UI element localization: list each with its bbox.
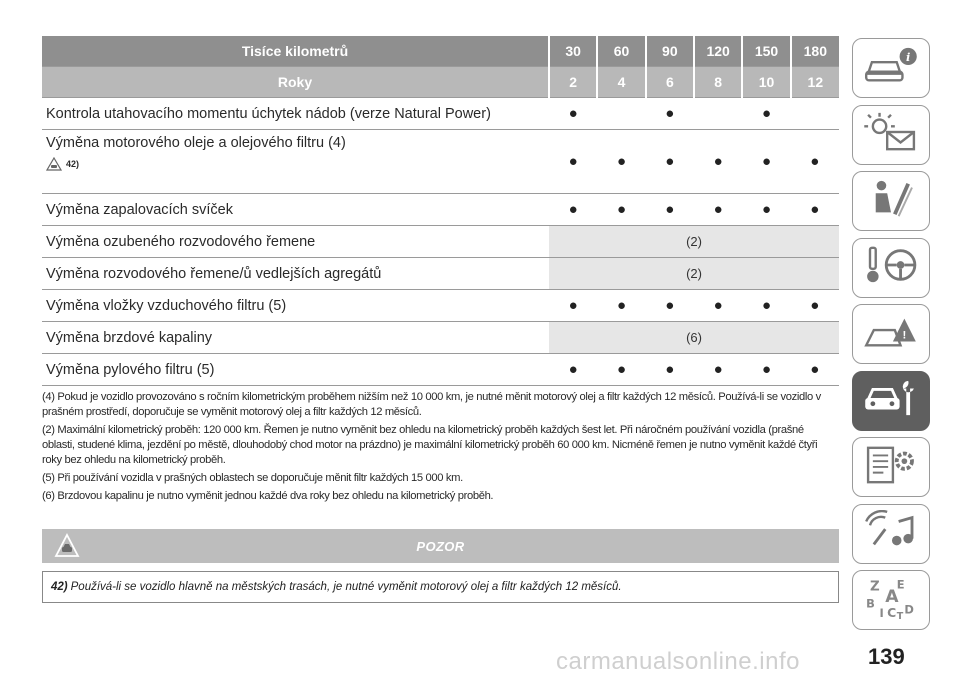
schedule-mark: ●	[694, 130, 742, 194]
schedule-mark: ●	[694, 290, 742, 322]
svg-text:A: A	[885, 586, 899, 607]
svg-text:Z: Z	[870, 578, 880, 594]
schedule-mark: ●	[742, 98, 790, 130]
chapter-tab-alphabet-index[interactable]	[852, 570, 930, 630]
row-label-cell	[42, 354, 549, 386]
schedule-mark: ●	[597, 354, 645, 386]
schedule-mark: ●	[549, 290, 597, 322]
footnotes	[42, 390, 839, 504]
header-row	[42, 36, 839, 67]
schedule-mark	[597, 98, 645, 130]
header-cell: 90	[646, 36, 694, 67]
page-number: 139	[868, 644, 905, 669]
row-label-cell	[42, 322, 549, 354]
svg-text:T: T	[896, 610, 904, 619]
header-cell: 6	[646, 67, 694, 98]
table-row	[42, 290, 839, 322]
row-label-cell	[42, 226, 549, 258]
row-note-cell: (6)	[549, 322, 839, 354]
header-row	[42, 67, 839, 98]
header-cell: 2	[549, 67, 597, 98]
schedule-mark: ●	[597, 290, 645, 322]
svg-text:i: i	[906, 49, 911, 64]
car-wrench-icon	[862, 377, 920, 424]
svg-text:C: C	[887, 604, 897, 619]
schedule-mark: ●	[549, 98, 597, 130]
warning-text: Používá-li se vozidlo hlavně na městských trasách, je nutné vyměnit motorový olej a filtr každých 12 měsíců.	[70, 581, 622, 593]
svg-text:!: !	[902, 329, 907, 342]
warning-car-icon	[46, 157, 62, 171]
key-steering-wheel-icon	[862, 244, 920, 291]
header-cell: 180	[791, 36, 839, 67]
schedule-mark: ●	[791, 130, 839, 194]
row-label-cell	[42, 290, 549, 322]
svg-text:E: E	[896, 576, 905, 591]
svg-text:B: B	[866, 596, 875, 611]
schedule-mark: ●	[646, 354, 694, 386]
chapter-tab-warning-lights-envelope[interactable]	[852, 105, 930, 165]
svg-text:D: D	[904, 601, 914, 616]
header-cell: 12	[791, 67, 839, 98]
chapter-tab-specs-gear[interactable]	[852, 437, 930, 497]
header-cell: 4	[597, 67, 645, 98]
row-label-cell	[42, 98, 549, 130]
row-reference	[46, 157, 549, 171]
row-label: Kontrola utahovacího momentu úchytek nádob (verze Natural Power)	[46, 105, 491, 122]
maintenance-schedule-table	[42, 36, 839, 386]
chapter-tab-car-wrench[interactable]	[852, 371, 930, 431]
car-emergency-icon	[862, 311, 920, 358]
alphabet-index-icon	[862, 577, 920, 624]
maintenance-sheet	[42, 36, 839, 603]
row-label: Výměna ozubeného rozvodového řemene	[46, 233, 316, 250]
warning-header	[42, 529, 839, 563]
schedule-mark: ●	[694, 194, 742, 226]
schedule-mark: ●	[646, 290, 694, 322]
watermark: carmanualsonline.info	[556, 648, 800, 675]
warning-title: POZOR	[416, 538, 465, 554]
row-label: Výměna zapalovacích svíček	[46, 201, 233, 218]
header-cell: 60	[597, 36, 645, 67]
table-row	[42, 354, 839, 386]
chapter-tab-seat-safety[interactable]	[852, 171, 930, 231]
footnote: (2) Maximální kilometrický proběh: 120 000 km. Řemen je nutno vyměnit bez ohledu na kilometrický proběh každých šest let. Při náročném používání vozidla (prašné oblasti, studené klima, jezdění po městě, dlouhodobý chod motor na prázdno) je maximální kilometrický proběh 60 000 km. Nicméně řemen je nutno vyměnit každé čtyři roky bez ohledu na kilometrický proběh.	[42, 424, 818, 466]
header-label: Tisíce kilometrů	[42, 36, 549, 67]
row-label: Výměna motorového oleje a olejového filtru (4)	[46, 135, 346, 151]
chapter-tab-car-info[interactable]	[852, 38, 930, 98]
warning-car-icon	[54, 533, 80, 559]
header-cell: 8	[694, 67, 742, 98]
schedule-mark: ●	[742, 194, 790, 226]
footnote: (4) Pokud je vozidlo provozováno s ročním kilometrickým proběhem nižším než 10 000 km, je nutné měnit motorový olej a filtr každých 12 měsíců. Používá-li se vozidlo v prašném prostředí, doporučuje se vyměnit motorový olej a filtr každých 12 měsíců.	[42, 391, 821, 418]
schedule-mark: ●	[791, 194, 839, 226]
row-label: Výměna pylového filtru (5)	[46, 361, 215, 378]
schedule-mark	[791, 98, 839, 130]
footnote: (5) Při používání vozidla v prašných oblastech se doporučuje měnit filtr každých 15 000 km.	[42, 472, 463, 484]
row-label: Výměna rozvodového řemene/ů vedlejších agregátů	[46, 265, 382, 282]
schedule-mark: ●	[791, 290, 839, 322]
warning-lights-envelope-icon	[862, 111, 920, 158]
car-info-icon	[862, 45, 920, 92]
schedule-mark: ●	[791, 354, 839, 386]
row-label-cell	[42, 194, 549, 226]
footnote: (6) Brzdovou kapalinu je nutno vyměnit jednou každé dva roky bez ohledu na kilometrický proběh.	[42, 490, 494, 502]
schedule-mark: ●	[742, 354, 790, 386]
svg-text:I: I	[879, 605, 884, 619]
table-row	[42, 194, 839, 226]
row-note-cell: (2)	[549, 226, 839, 258]
row-label: Výměna brzdové kapaliny	[46, 329, 213, 346]
schedule-mark: ●	[549, 354, 597, 386]
table-row	[42, 322, 839, 354]
row-note-cell: (2)	[549, 258, 839, 290]
chapter-tabs	[852, 38, 932, 637]
schedule-mark	[694, 98, 742, 130]
header-cell: 10	[742, 67, 790, 98]
schedule-mark: ●	[597, 194, 645, 226]
row-label-cell	[42, 258, 549, 290]
specs-gear-icon	[862, 444, 920, 491]
row-reference-number: 42)	[66, 159, 80, 169]
schedule-mark: ●	[694, 354, 742, 386]
schedule-mark: ●	[646, 194, 694, 226]
schedule-mark: ●	[646, 98, 694, 130]
warning-ref: 42)	[51, 581, 68, 593]
chapter-tab-car-emergency[interactable]	[852, 304, 930, 364]
row-label-cell	[42, 130, 549, 194]
schedule-mark: ●	[597, 130, 645, 194]
multimedia-icon	[862, 510, 920, 557]
chapter-tab-multimedia[interactable]	[852, 504, 930, 564]
schedule-mark: ●	[646, 130, 694, 194]
schedule-mark: ●	[742, 290, 790, 322]
chapter-tab-key-steering-wheel[interactable]	[852, 238, 930, 298]
row-label: Výměna vložky vzduchového filtru (5)	[46, 297, 287, 314]
table-row	[42, 130, 839, 194]
seat-safety-icon	[862, 178, 920, 225]
header-cell: 150	[742, 36, 790, 67]
schedule-mark: ●	[742, 130, 790, 194]
schedule-mark: ●	[549, 130, 597, 194]
schedule-mark: ●	[549, 194, 597, 226]
header-label: Roky	[42, 67, 549, 98]
warning-box	[42, 571, 839, 603]
header-cell: 30	[549, 36, 597, 67]
table-row	[42, 226, 839, 258]
header-cell: 120	[694, 36, 742, 67]
table-row	[42, 98, 839, 130]
table-row	[42, 258, 839, 290]
